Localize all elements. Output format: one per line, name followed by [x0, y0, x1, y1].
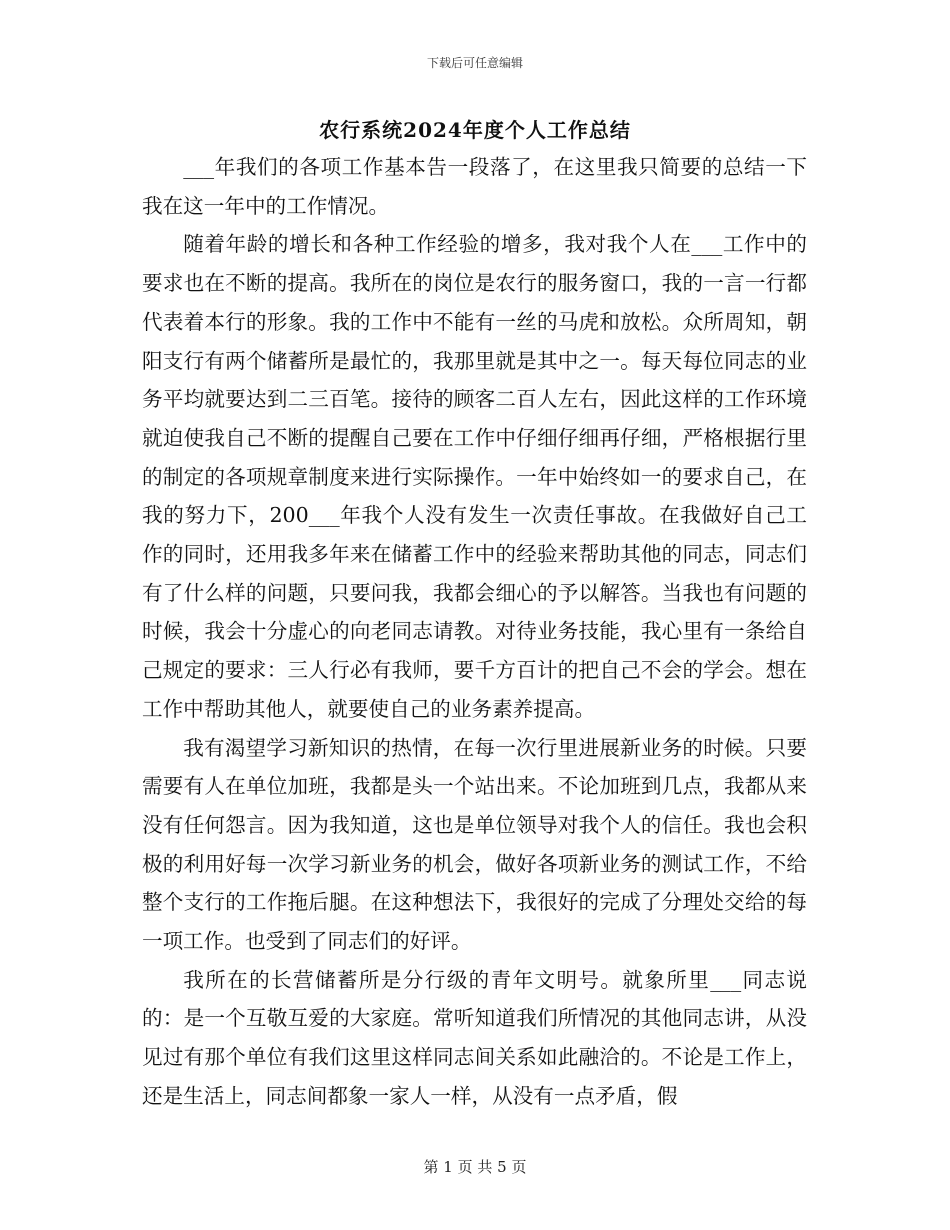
paragraph-3: 我有渴望学习新知识的热情，在每一次行里进展新业务的时候。只要需要有人在单位加班，我都是头一个站出来。不论加班到几点，我都从来没有任何怨言。因为我知道，这也是单位领导对我个人的信任。我也会积极的利用好每一次学习新业务的机会，做好各项新业务的测试工作，不给整个支行的工作拖后腿。在这种想法下，我很好的完成了分理处交给的每一项工作。也受到了同志们的好评。	[142, 735, 807, 954]
paragraph-1: ___年我们的各项工作基本告一段落了，在这里我只简要的总结一下我在这一年中的工作情况。	[142, 155, 807, 218]
page-number: 第 1 页 共 5 页	[423, 1158, 527, 1176]
paragraph-2: 随着年龄的增长和各种工作经验的增多，我对我个人在___工作中的要求也在不断的提高。我所在的岗位是农行的服务窗口，我的一言一行都代表着本行的形象。我的工作中不能有一丝的马虎和放松。众所周知，朝阳支行有两个储蓄所是最忙的，我那里就是其中之一。每天每位同志的业务平均就要达到二三百笔。接待的顾客二百人左右，因此这样的工作环境就迫使我自己不断的提醒自己要在工作中仔细仔细再仔细，严格根据行里的制定的各项规章制度来进行实际操作。一年中始终如一的要求自己，在我的努力下，200___年我个人没有发生一次责任事故。在我做好自己工作的同时，还用我多年来在储蓄工作中的经验来帮助其他的同志，同志们有了什么样的问题，只要问我，我都会细心的予以解答。当我也有问题的时候，我会十分虚心的向老同志请教。对待业务技能，我心里有一条给自己规定的要求：三人行必有我师，要千方百计的把自己不会的学会。想在工作中帮助其他人，就要使自己的业务素养提高。	[142, 232, 807, 721]
document-body	[142, 148, 807, 1116]
paragraph-4: 我所在的长营储蓄所是分行级的青年文明号。就象所里___同志说的：是一个互敬互爱的大家庭。常听知道我们所情况的其他同志讲，从没见过有那个单位有我们这里这样同志间关系如此融洽的。不论是工作上，还是生活上，同志间都象一家人一样，从没有一点矛盾，假	[142, 967, 807, 1108]
document-title: 农行系统2024年度个人工作总结	[319, 118, 631, 142]
header-note: 下载后可任意编辑	[426, 56, 523, 70]
